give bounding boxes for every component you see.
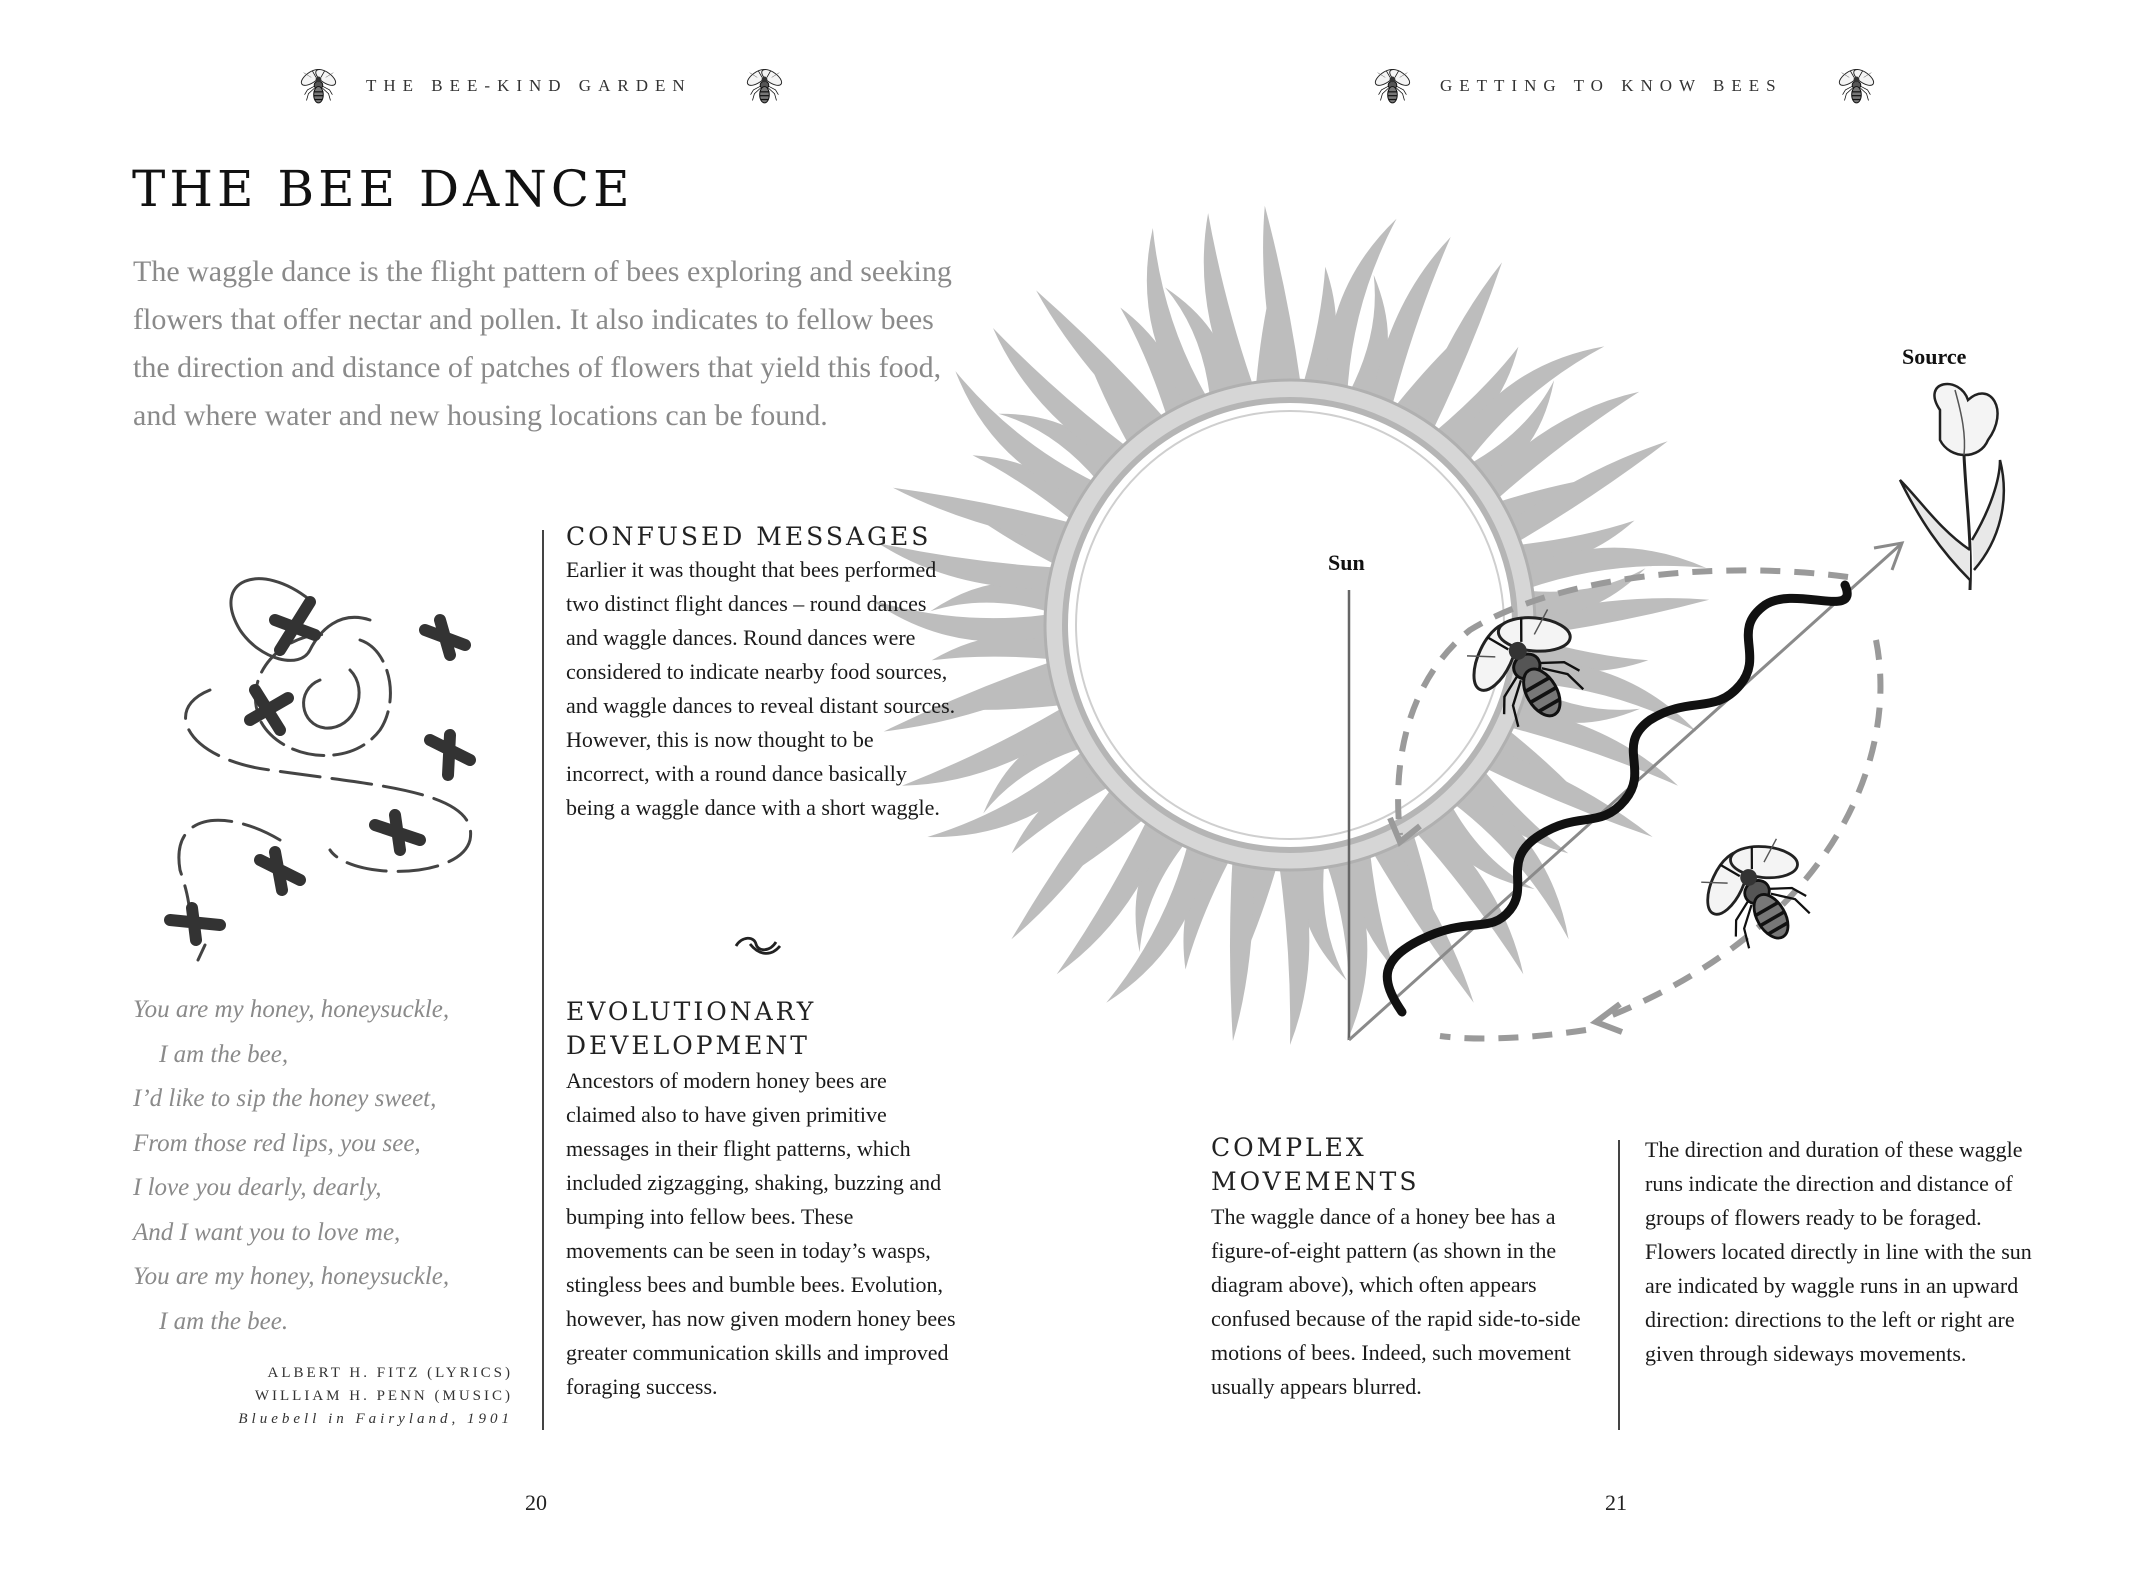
poem-line: I’d like to sip the honey sweet,	[133, 1085, 437, 1112]
section-heading-complex-movements: COMPLEX MOVEMENTS	[1211, 1133, 1420, 1196]
section-heading-confused-messages: CONFUSED MESSAGES	[566, 522, 932, 551]
running-head-right: GETTING TO KNOW BEES	[1440, 76, 1783, 95]
column-divider	[1618, 1140, 1620, 1430]
poem-line: You are my honey, honeysuckle,	[133, 996, 450, 1023]
poem-line: I am the bee.	[159, 1307, 289, 1335]
waggle-dance-diagram	[800, 110, 2100, 1110]
sun-ray	[1230, 858, 1254, 1041]
bee-icon	[1366, 64, 1418, 112]
page-number-left: 20	[525, 1490, 547, 1515]
bee-icon	[1830, 64, 1882, 112]
page-number-right: 21	[1605, 1490, 1627, 1515]
section-text-evolutionary-development: Ancestors of modern honey bees are claimed also to have given primitive messages in their flight patterns, which included zigzagging, shaking, buzzing and bumping into fellow bees. These movements can be seen in today’s wasps, stingless bees and bumble bees. Evolution, however, has now given modern honey bees greater communication skills and improved foraging success.	[566, 1068, 956, 1399]
tulip-icon	[1900, 384, 2004, 590]
poem	[133, 988, 449, 1344]
section-text-confused-messages: Earlier it was thought that bees performed two distinct flight dances – round dances and waggle dances. Round dances were considered to indicate nearby food sources, and waggle dances to reveal distant sources. However, this is now thought to be incorrect, with a round dance basically being a waggle dance with a short waggle.	[566, 557, 956, 820]
poem-line: I am the bee,	[159, 1040, 289, 1068]
section-heading-evolutionary-development: EVOLUTIONARY DEVELOPMENT	[566, 997, 817, 1060]
ornament-icon	[730, 930, 786, 960]
poem-credits	[93, 1362, 513, 1431]
intro-paragraph: The waggle dance is the flight pattern of bees exploring and seeking flowers that offer nectar and pollen. It also indicates to fellow bees the direction and distance of patches of flowers that yield this food, and where water and new housing locations can be found.	[133, 255, 952, 432]
poem-line: From those red lips, you see,	[133, 1129, 421, 1157]
sun-ray	[1279, 865, 1309, 1045]
bee-icon	[292, 64, 344, 112]
bee-icon	[738, 64, 790, 112]
sun-label: Sun	[1328, 550, 1365, 575]
poem-credit-lyrics: ALBERT H. FITZ (LYRICS)	[267, 1365, 513, 1381]
running-head-left: THE BEE-KIND GARDEN	[366, 76, 692, 95]
poem-line: I love you dearly, dearly,	[133, 1174, 382, 1201]
section-text-complex-movements: The waggle dance of a honey bee has a figure-of-eight pattern (as shown in the diagram above), which often appears confused because of the rapid side-to-side motions of bees. Indeed, such movement usually appears blurred.	[1211, 1204, 1581, 1399]
page-title: THE BEE DANCE	[132, 160, 634, 218]
poem-line: You are my honey, honeysuckle,	[133, 1263, 450, 1290]
poem-credit-music: WILLIAM H. PENN (MUSIC)	[254, 1388, 513, 1404]
poem-line: And I want you to love me,	[133, 1218, 401, 1246]
section-text-waggle-runs: The direction and duration of these waggle runs indicate the direction and distance of groups of flowers ready to be foraged. Flowers located directly in line with the sun are indicated by waggle runs in an upward direction: directions to the left or right are given through sideways movements.	[1645, 1137, 2032, 1366]
column-divider	[542, 530, 544, 1430]
flight-path-illustration	[150, 540, 490, 970]
poem-credit-source: Bluebell in Fairyland, 1901	[238, 1411, 513, 1427]
source-label: Source	[1902, 344, 1967, 369]
